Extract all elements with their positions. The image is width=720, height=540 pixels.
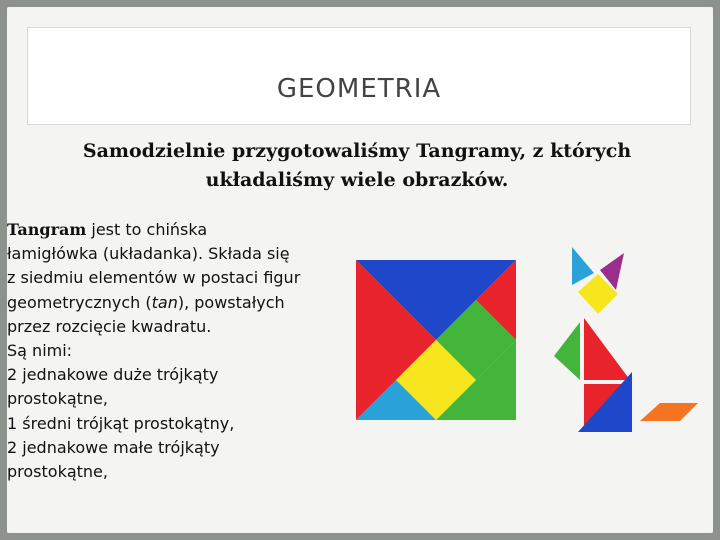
body-line: łamigłówka (układanka). Składa się [7,244,290,264]
cat-tail-orange [640,403,698,421]
body-line: 2 jednakowe małe trójkąty [7,437,220,457]
body-line: 2 jednakowe duże trójkąty [7,365,219,385]
body-line: 1 średni trójkąt prostokątny, [7,413,235,433]
term-tangram: Tangram [7,220,87,239]
cat-body-red [584,318,630,380]
slide-title: GEOMETRIA [276,74,442,104]
term-tan: tan [151,292,178,312]
body-line: przez rozcięcie kwadratu. [7,316,212,336]
body-line: prostokątne, [7,462,108,482]
body-line-1-rest: jest to chińska [86,220,208,239]
tangram-square [356,260,516,420]
cat-ear-lightblue [572,247,594,285]
body-line: prostokątne, [7,389,108,409]
subtitle-line-2: układaliśmy wiele obrazków. [205,169,509,191]
body-line: Są nimi: [7,341,73,361]
subtitle-line-1: Samodzielnie przygotowaliśmy Tangramy, z których [82,140,632,162]
body-line: z siedmiu elementów w postaci figur [7,268,301,288]
body-line-4a: geometrycznych ( [7,292,152,312]
body-line-4b: ), powstałych [177,292,285,312]
tangram-cat [554,247,698,432]
cat-chest-green [554,322,580,380]
